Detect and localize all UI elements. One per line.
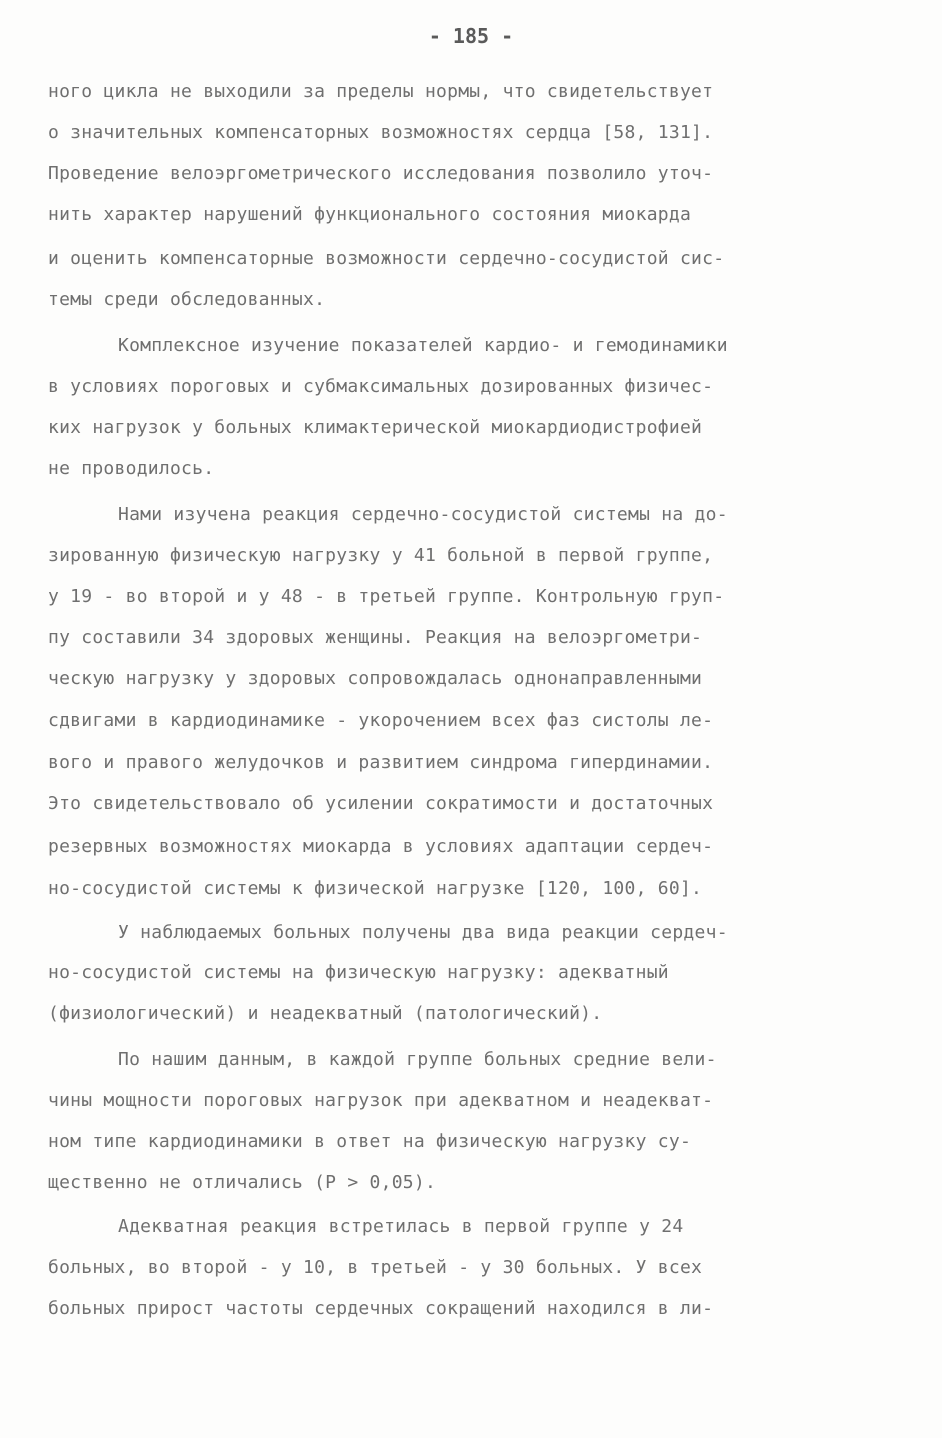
text-line: ного цикла не выходили за пределы нормы, что свидетельствует (48, 81, 714, 102)
text-line: но-сосудистой системы на физическую нагрузку: адекватный (48, 962, 669, 983)
text-line: Нами изучена реакция сердечно-сосудистой системы на до- (118, 504, 728, 525)
text-line: но-сосудистой системы к физической нагрузке [120, 100, 60]. (48, 878, 703, 899)
text-line: У наблюдаемых больных получены два вида реакции сердеч- (118, 922, 728, 943)
text-line: зированную физическую нагрузку у 41 больной в первой группе, (48, 545, 714, 566)
text-line: нить характер нарушений функционального состояния миокарда (48, 204, 692, 225)
text-line: о значительных компенсаторных возможностях сердца [58, 131]. (48, 122, 714, 143)
text-line: не проводилось. (48, 458, 215, 479)
text-line: Адекватная реакция встретилась в первой группе у 24 (118, 1216, 684, 1237)
text-line: Комплексное изучение показателей кардио- и гемодинамики (118, 335, 728, 356)
text-line: ческую нагрузку у здоровых сопровождалась однонаправленными (48, 668, 703, 689)
text-line: резервных возможностях миокарда в условиях адаптации сердеч- (48, 836, 714, 857)
text-line: и оценить компенсаторные возможности сердечно-сосудистой сис- (48, 248, 725, 269)
text-line: пу составили 34 здоровых женщины. Реакция на велоэргометри- (48, 627, 703, 648)
text-line: сдвигами в кардиодинамике - укорочением всех фаз систолы ле- (48, 710, 714, 731)
text-line: ких нагрузок у больных климактерической миокардиодистрофией (48, 417, 703, 438)
text-line: (физиологический) и неадекватный (патологический). (48, 1003, 603, 1024)
text-line: у 19 - во второй и у 48 - в третьей группе. Контрольную груп- (48, 586, 725, 607)
text-line: больных, во второй - у 10, в третьей - у 30 больных. У всех (48, 1257, 703, 1278)
text-line: чины мощности пороговых нагрузок при адекватном и неадекват- (48, 1090, 714, 1111)
text-line: больных прирост частоты сердечных сокращений находился в ли- (48, 1298, 714, 1319)
text-line: Это свидетельствовало об усилении сократимости и достаточных (48, 793, 714, 814)
text-line: Проведение велоэргометрического исследования позволило уточ- (48, 163, 714, 184)
text-line: ном типе кардиодинамики в ответ на физическую нагрузку су- (48, 1131, 692, 1152)
text-line: темы среди обследованных. (48, 289, 326, 310)
text-line: щественно не отличались (P > 0,05). (48, 1172, 437, 1193)
page-number: - 185 - (428, 24, 514, 48)
text-line: в условиях пороговых и субмаксимальных дозированных физичес- (48, 376, 714, 397)
text-line: вого и правого желудочков и развитием синдрома гипердинамии. (48, 752, 714, 773)
text-line: По нашим данным, в каждой группе больных средние вели- (118, 1049, 717, 1070)
